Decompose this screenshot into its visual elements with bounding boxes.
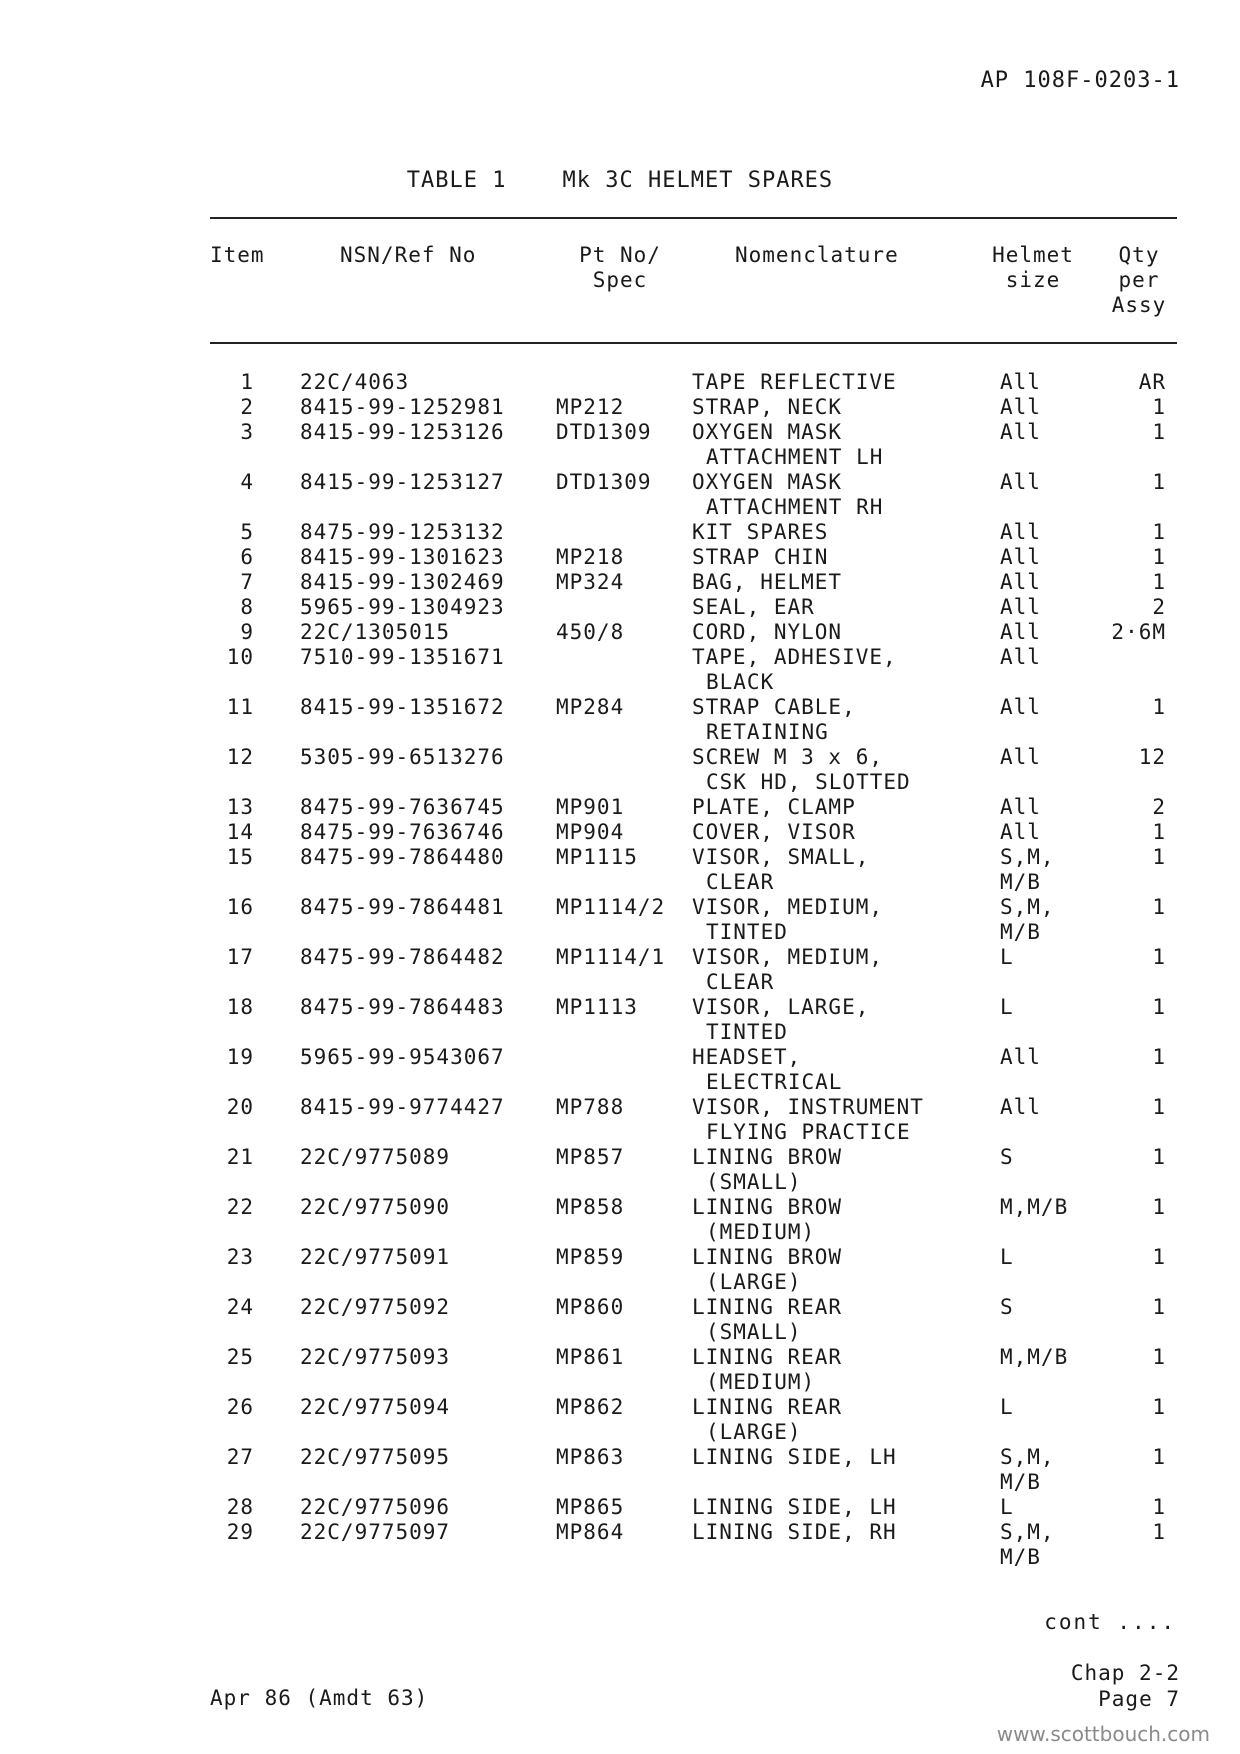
row-size-line1: All [1000, 595, 1041, 619]
row-nomenclature [692, 820, 992, 845]
row-item-number: 19 [226, 1045, 254, 1069]
row-nomenclature-line1: OXYGEN MASK [692, 470, 843, 494]
row-nomenclature-line1: STRAP, NECK [692, 395, 843, 419]
row-nomenclature [692, 795, 992, 820]
header-helmet-size [978, 243, 1088, 293]
row-nomenclature-line1: CORD, NYLON [692, 620, 843, 644]
row-item-number: 11 [226, 695, 254, 719]
row-size-line1: S,M, [1000, 895, 1055, 919]
row-quantity: 1 [1152, 995, 1166, 1019]
row-nomenclature-line2: CLEAR [706, 970, 775, 994]
row-item-number: 13 [226, 795, 254, 819]
row-nomenclature-line2: ELECTRICAL [706, 1070, 843, 1094]
row-size-line1: L [1000, 1245, 1014, 1269]
row-nsn: 8475-99-7636746 [300, 820, 505, 844]
mid-rule [210, 342, 1177, 344]
table-row [0, 895, 1240, 945]
row-quantity: 1 [1152, 1195, 1166, 1219]
row-part-number: MP860 [556, 1295, 625, 1319]
row-size-line1: All [1000, 570, 1041, 594]
row-size-line1: All [1000, 1045, 1041, 1069]
row-nsn: 22C/9775093 [300, 1345, 451, 1369]
row-item-number: 15 [226, 845, 254, 869]
row-item-number: 27 [226, 1445, 254, 1469]
row-part-number: MP284 [556, 695, 625, 719]
row-quantity: 1 [1152, 1520, 1166, 1544]
row-item-number: 2 [240, 395, 254, 419]
row-part-number: MP857 [556, 1145, 625, 1169]
row-nomenclature-line1: LINING SIDE, LH [692, 1495, 897, 1519]
row-part-number: MP864 [556, 1520, 625, 1544]
row-size-line1: All [1000, 795, 1041, 819]
row-nomenclature-line2: BLACK [706, 670, 775, 694]
row-item-number: 21 [226, 1145, 254, 1169]
row-nomenclature [692, 1395, 992, 1445]
row-nomenclature [692, 895, 992, 945]
row-nomenclature [692, 845, 992, 895]
table-row [0, 1195, 1240, 1245]
row-size-line1: All [1000, 395, 1041, 419]
row-size-line1: All [1000, 645, 1041, 669]
row-item-number: 5 [240, 520, 254, 544]
row-part-number: MP865 [556, 1495, 625, 1519]
row-quantity: 1 [1152, 1345, 1166, 1369]
row-item-number: 9 [240, 620, 254, 644]
row-nomenclature-line1: LINING REAR [692, 1395, 843, 1419]
row-size-line1: S,M, [1000, 1520, 1055, 1544]
table-row [0, 470, 1240, 520]
table-row [0, 845, 1240, 895]
row-nomenclature-line1: TAPE, ADHESIVE, [692, 645, 897, 669]
row-nomenclature-line2: (SMALL) [706, 1170, 802, 1194]
row-quantity: 2·6M [1111, 620, 1166, 644]
table-row [0, 1395, 1240, 1445]
row-nomenclature-line1: TAPE REFLECTIVE [692, 370, 897, 394]
row-nomenclature-line1: LINING SIDE, RH [692, 1520, 897, 1544]
header-item: Item [210, 243, 265, 267]
row-quantity: 12 [1138, 745, 1166, 769]
row-nomenclature-line1: SEAL, EAR [692, 595, 815, 619]
footer-date: Apr 86 (Amdt 63) [210, 1686, 429, 1710]
row-nomenclature [692, 520, 992, 545]
row-size-line1: All [1000, 620, 1041, 644]
row-nomenclature [692, 420, 992, 470]
row-part-number: MP862 [556, 1395, 625, 1419]
row-nomenclature-line1: LINING REAR [692, 1295, 843, 1319]
row-nsn: 22C/9775095 [300, 1445, 451, 1469]
row-nsn: 8475-99-7864483 [300, 995, 505, 1019]
header-qty-line3: Assy [1111, 293, 1167, 317]
row-quantity: 1 [1152, 1295, 1166, 1319]
row-nomenclature-line1: HEADSET, [692, 1045, 802, 1069]
footer-page-number: Page 7 [1098, 1687, 1180, 1711]
header-pt-no [560, 243, 680, 293]
header-nomenclature: Nomenclature [735, 243, 899, 267]
row-quantity: 1 [1152, 1095, 1166, 1119]
row-quantity: 1 [1152, 470, 1166, 494]
row-part-number: MP1114/1 [556, 945, 666, 969]
row-nsn: 8415-99-9774427 [300, 1095, 505, 1119]
row-nsn: 22C/9775096 [300, 1495, 451, 1519]
row-size-line1: All [1000, 820, 1041, 844]
row-nomenclature-line2: (LARGE) [706, 1270, 802, 1294]
row-nomenclature [692, 995, 992, 1045]
row-part-number: MP788 [556, 1095, 625, 1119]
row-nomenclature [692, 1245, 992, 1295]
row-item-number: 26 [226, 1395, 254, 1419]
table-row [0, 945, 1240, 995]
row-nomenclature [692, 745, 992, 795]
row-helmet-size [1000, 645, 1110, 670]
table-row [0, 1295, 1240, 1345]
row-size-line1: L [1000, 945, 1014, 969]
row-nsn: 22C/9775097 [300, 1520, 451, 1544]
header-qty [1100, 243, 1178, 318]
table-row [0, 745, 1240, 795]
row-nomenclature-line1: VISOR, LARGE, [692, 995, 870, 1019]
table-row [0, 1095, 1240, 1145]
row-nomenclature-line1: STRAP CABLE, [692, 695, 856, 719]
row-nomenclature [692, 1045, 992, 1095]
row-nsn: 8415-99-1253126 [300, 420, 505, 444]
continued-note: cont .... [1044, 1610, 1176, 1634]
row-quantity: 1 [1152, 420, 1166, 444]
row-nsn: 8415-99-1252981 [300, 395, 505, 419]
table-row [0, 1445, 1240, 1495]
table-row [0, 395, 1240, 420]
row-nomenclature-line2: (LARGE) [706, 1420, 802, 1444]
row-nsn: 22C/1305015 [300, 620, 451, 644]
table-row [0, 520, 1240, 545]
row-nsn: 5965-99-9543067 [300, 1045, 505, 1069]
row-size-line1: All [1000, 470, 1041, 494]
row-nomenclature [692, 1145, 992, 1195]
row-quantity: 1 [1152, 520, 1166, 544]
row-item-number: 23 [226, 1245, 254, 1269]
footer-chapter: Chap 2-2 [1070, 1661, 1180, 1685]
row-nomenclature [692, 945, 992, 995]
row-size-line1: S,M, [1000, 1445, 1055, 1469]
table-row [0, 820, 1240, 845]
row-item-number: 8 [240, 595, 254, 619]
row-part-number: MP1113 [556, 995, 638, 1019]
row-nomenclature [692, 545, 992, 570]
table-title [0, 168, 1240, 193]
table-row [0, 695, 1240, 745]
row-part-number: DTD1309 [556, 420, 652, 444]
row-size-line1: All [1000, 520, 1041, 544]
row-size-line2: M/B [1000, 1545, 1041, 1569]
row-nsn: 22C/9775094 [300, 1395, 451, 1419]
row-size-line2: M/B [1000, 1470, 1041, 1494]
row-part-number: MP212 [556, 395, 625, 419]
table-label: TABLE 1 [406, 168, 507, 193]
row-quantity: 1 [1152, 395, 1166, 419]
row-nomenclature [692, 1445, 992, 1470]
row-nsn: 7510-99-1351671 [300, 645, 505, 669]
row-item-number: 6 [240, 545, 254, 569]
table-row [0, 1345, 1240, 1395]
table-row [0, 645, 1240, 695]
row-quantity: 1 [1152, 945, 1166, 969]
table-row [0, 545, 1240, 570]
row-nomenclature-line2: (MEDIUM) [706, 1220, 816, 1244]
row-size-line1: L [1000, 1495, 1014, 1519]
table-row [0, 1245, 1240, 1295]
row-nomenclature-line1: BAG, HELMET [692, 570, 843, 594]
table-header [0, 243, 1240, 333]
row-item-number: 12 [226, 745, 254, 769]
row-size-line2: M/B [1000, 870, 1041, 894]
row-quantity: 1 [1152, 695, 1166, 719]
table-row [0, 1145, 1240, 1195]
row-nsn: 5305-99-6513276 [300, 745, 505, 769]
row-size-line1: All [1000, 545, 1041, 569]
row-part-number: MP859 [556, 1245, 625, 1269]
row-quantity: AR [1138, 370, 1166, 394]
row-size-line1: All [1000, 695, 1041, 719]
table-row [0, 995, 1240, 1045]
row-size-line1: All [1000, 370, 1041, 394]
row-item-number: 4 [240, 470, 254, 494]
row-part-number: MP1114/2 [556, 895, 666, 919]
table-row [0, 420, 1240, 470]
row-nomenclature [692, 1195, 992, 1245]
table-row [0, 1045, 1240, 1095]
row-nsn: 22C/9775089 [300, 1145, 451, 1169]
row-nsn: 5965-99-1304923 [300, 595, 505, 619]
row-nomenclature-line2: ATTACHMENT RH [706, 495, 884, 519]
footer-page-info [1071, 1660, 1180, 1712]
row-nomenclature-line1: LINING SIDE, LH [692, 1445, 897, 1469]
table-row [0, 620, 1240, 645]
row-nomenclature-line1: STRAP CHIN [692, 545, 829, 569]
row-nomenclature-line1: LINING BROW [692, 1195, 843, 1219]
row-nomenclature-line1: SCREW M 3 x 6, [692, 745, 884, 769]
row-item-number: 29 [226, 1520, 254, 1544]
row-quantity: 2 [1152, 795, 1166, 819]
row-size-line2: M/B [1000, 920, 1041, 944]
watermark: www.scottbouch.com [996, 1722, 1210, 1746]
row-nomenclature [692, 370, 992, 395]
row-nomenclature-line1: KIT SPARES [692, 520, 829, 544]
row-nomenclature-line1: OXYGEN MASK [692, 420, 843, 444]
row-nomenclature [692, 620, 992, 645]
row-nsn: 22C/9775091 [300, 1245, 451, 1269]
row-part-number: MP863 [556, 1445, 625, 1469]
row-nsn: 8475-99-7636745 [300, 795, 505, 819]
row-quantity: 1 [1152, 1045, 1166, 1069]
row-size-line1: M,M/B [1000, 1345, 1069, 1369]
row-item-number: 7 [240, 570, 254, 594]
header-size-line1: Helmet [992, 243, 1074, 267]
row-quantity: 1 [1152, 1445, 1166, 1469]
row-nomenclature [692, 570, 992, 595]
row-nomenclature-line1: LINING REAR [692, 1345, 843, 1369]
row-part-number: DTD1309 [556, 470, 652, 494]
row-size-line1: All [1000, 745, 1041, 769]
row-nomenclature-line2: TINTED [706, 1020, 788, 1044]
row-nomenclature-line2: TINTED [706, 920, 788, 944]
row-nomenclature-line1: LINING BROW [692, 1145, 843, 1169]
row-part-number: MP324 [556, 570, 625, 594]
table-row [0, 1520, 1240, 1570]
row-item-number: 22 [226, 1195, 254, 1219]
row-item-number: 14 [226, 820, 254, 844]
row-part-number: MP858 [556, 1195, 625, 1219]
table-row [0, 795, 1240, 820]
row-size-line1: M,M/B [1000, 1195, 1069, 1219]
row-nsn: 22C/9775092 [300, 1295, 451, 1319]
row-nsn: 8475-99-7864482 [300, 945, 505, 969]
row-nsn: 8475-99-7864480 [300, 845, 505, 869]
row-nomenclature [692, 695, 992, 745]
row-item-number: 24 [226, 1295, 254, 1319]
table-row [0, 1495, 1240, 1520]
row-nomenclature [692, 1520, 992, 1545]
row-nomenclature [692, 1345, 992, 1395]
row-size-line1: All [1000, 420, 1041, 444]
row-quantity: 2 [1152, 595, 1166, 619]
row-nomenclature-line2: RETAINING [706, 720, 829, 744]
header-qty-line2: per [1118, 268, 1160, 292]
row-nomenclature [692, 470, 992, 520]
row-nsn: 8475-99-7864481 [300, 895, 505, 919]
row-part-number: MP901 [556, 795, 625, 819]
row-part-number: MP218 [556, 545, 625, 569]
row-item-number: 28 [226, 1495, 254, 1519]
table-row [0, 370, 1240, 395]
row-size-line1: L [1000, 1395, 1014, 1419]
row-nsn: 8415-99-1351672 [300, 695, 505, 719]
row-quantity: 1 [1152, 1495, 1166, 1519]
row-nomenclature-line1: VISOR, INSTRUMENT [692, 1095, 924, 1119]
row-nomenclature-line1: VISOR, MEDIUM, [692, 895, 884, 919]
row-quantity: 1 [1152, 820, 1166, 844]
row-quantity: 1 [1152, 570, 1166, 594]
row-size-line1: S,M, [1000, 845, 1055, 869]
row-nomenclature-line2: CSK HD, SLOTTED [706, 770, 911, 794]
row-nomenclature-line2: (SMALL) [706, 1320, 802, 1344]
header-pt-line2: Spec [592, 268, 648, 292]
row-nomenclature-line2: (MEDIUM) [706, 1370, 816, 1394]
row-part-number: 450/8 [556, 620, 625, 644]
header-nsn: NSN/Ref No [340, 243, 477, 267]
row-size-line1: L [1000, 995, 1014, 1019]
row-item-number: 16 [226, 895, 254, 919]
row-size-line1: S [1000, 1145, 1014, 1169]
row-nomenclature-line1: VISOR, SMALL, [692, 845, 870, 869]
page-reference: AP 108F-0203-1 [980, 68, 1180, 93]
row-quantity: 1 [1152, 545, 1166, 569]
row-quantity: 1 [1152, 1245, 1166, 1269]
row-nsn: 22C/4063 [300, 370, 410, 394]
row-quantity: 1 [1152, 1395, 1166, 1419]
row-nomenclature [692, 1095, 992, 1145]
top-rule [210, 217, 1177, 219]
row-item-number: 10 [226, 645, 254, 669]
row-nomenclature-line2: FLYING PRACTICE [706, 1120, 911, 1144]
row-nomenclature-line1: VISOR, MEDIUM, [692, 945, 884, 969]
row-nomenclature-line1: COVER, VISOR [692, 820, 856, 844]
row-nsn: 8415-99-1302469 [300, 570, 505, 594]
row-nsn: 22C/9775090 [300, 1195, 451, 1219]
row-item-number: 3 [240, 420, 254, 444]
table-name: Mk 3C HELMET SPARES [562, 168, 834, 193]
row-nsn: 8475-99-1253132 [300, 520, 505, 544]
row-nomenclature [692, 645, 992, 695]
header-qty-line1: Qty [1118, 243, 1160, 267]
row-size-line1: S [1000, 1295, 1014, 1319]
row-size-line1: All [1000, 1095, 1041, 1119]
row-item-number: 25 [226, 1345, 254, 1369]
row-nomenclature-line2: ATTACHMENT LH [706, 445, 884, 469]
row-item-number: 1 [240, 370, 254, 394]
row-nomenclature-line1: PLATE, CLAMP [692, 795, 856, 819]
row-part-number: MP904 [556, 820, 625, 844]
row-nomenclature [692, 1495, 992, 1520]
table-row [0, 570, 1240, 595]
table-row [0, 595, 1240, 620]
table-body [0, 370, 1240, 1570]
row-quantity: 1 [1152, 845, 1166, 869]
header-size-line2: size [1005, 268, 1061, 292]
row-nomenclature [692, 395, 992, 420]
row-nsn: 8415-99-1301623 [300, 545, 505, 569]
row-nomenclature-line2: CLEAR [706, 870, 775, 894]
row-nomenclature [692, 595, 992, 620]
row-part-number: MP861 [556, 1345, 625, 1369]
row-part-number: MP1115 [556, 845, 638, 869]
header-pt-line1: Pt No/ [579, 243, 661, 267]
row-nomenclature-line1: LINING BROW [692, 1245, 843, 1269]
row-quantity: 1 [1152, 1145, 1166, 1169]
row-nsn: 8415-99-1253127 [300, 470, 505, 494]
row-item-number: 20 [226, 1095, 254, 1119]
row-item-number: 17 [226, 945, 254, 969]
row-nomenclature [692, 1295, 992, 1345]
row-quantity: 1 [1152, 895, 1166, 919]
row-item-number: 18 [226, 995, 254, 1019]
